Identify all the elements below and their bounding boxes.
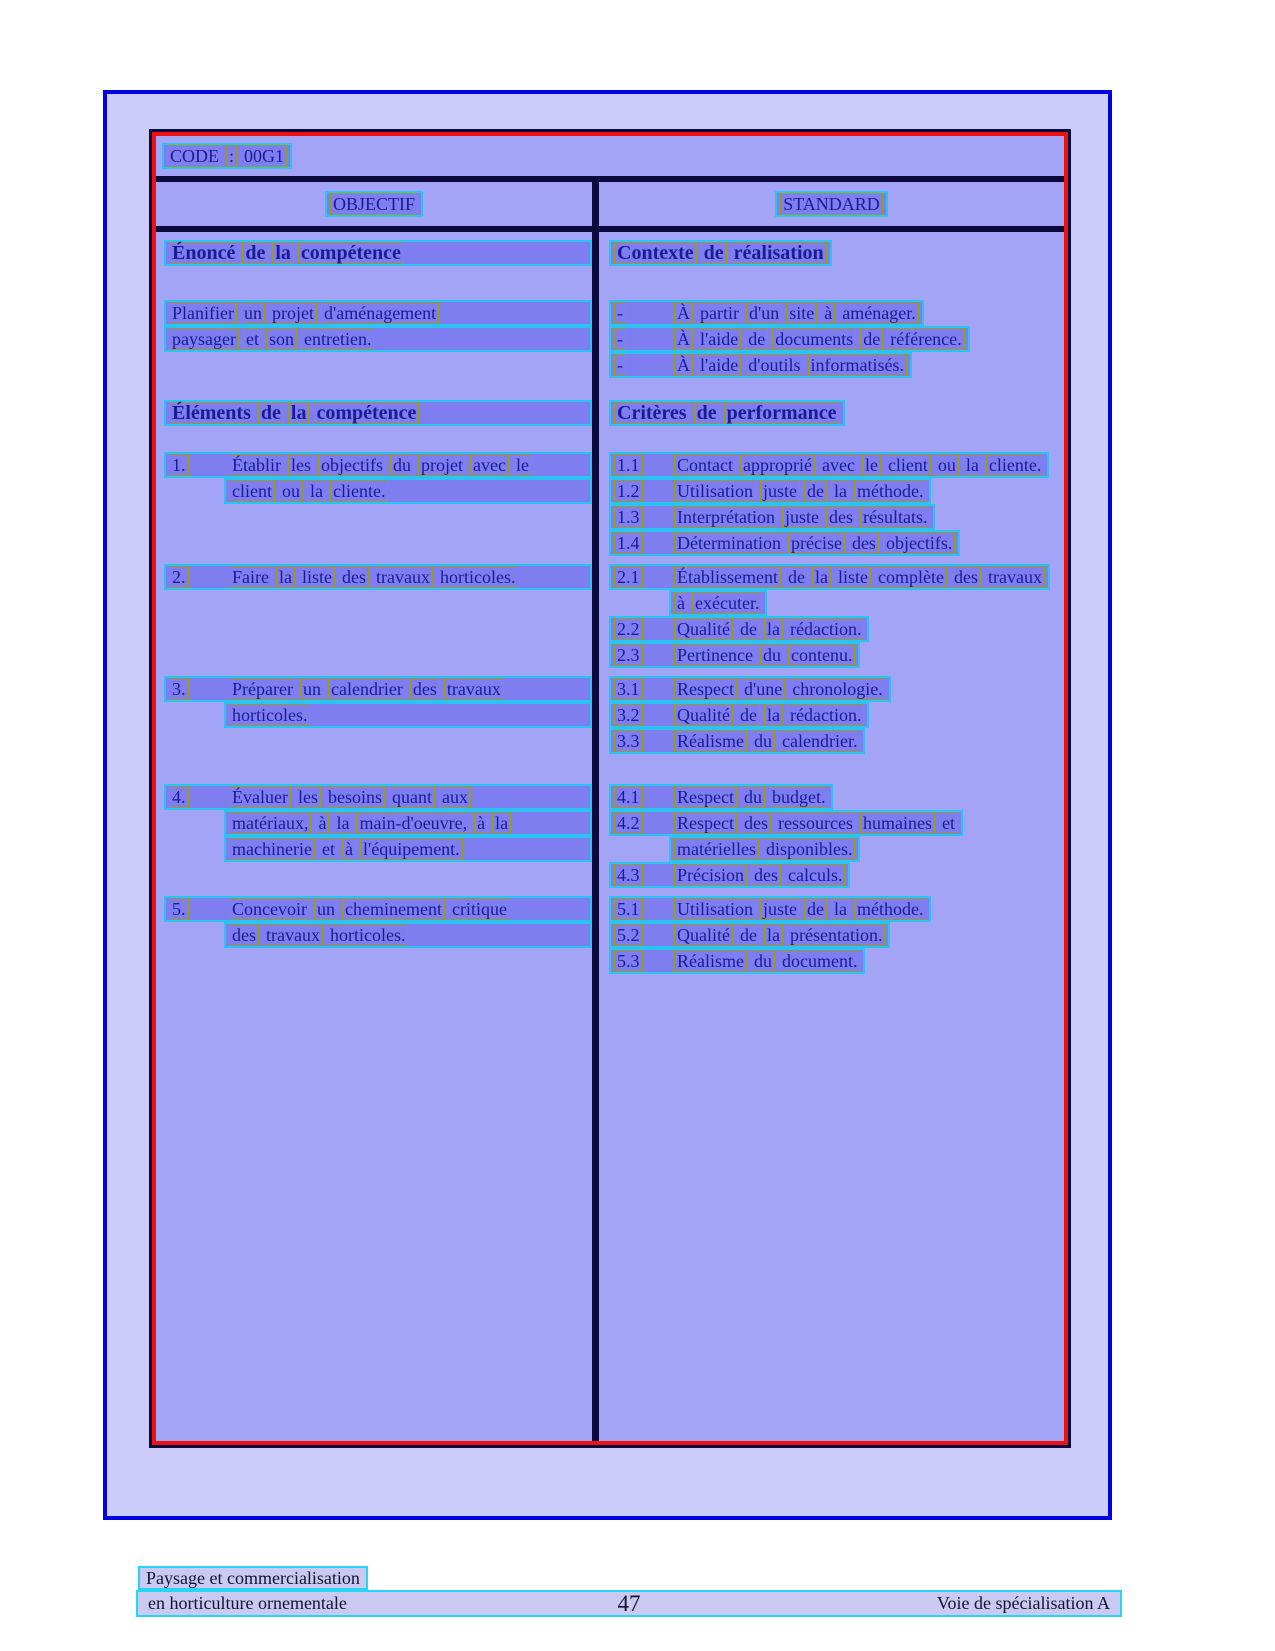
objectif-cell: [156, 564, 592, 668]
word-box: aménager.: [839, 302, 918, 324]
element-line: [224, 836, 592, 862]
statement-line: [164, 326, 592, 352]
competency-table: [149, 129, 1071, 1448]
word-box: -: [614, 302, 626, 324]
word-box: Énoncé: [169, 242, 238, 264]
word-box: horticoles.: [229, 704, 310, 726]
word-box: 5.: [169, 898, 189, 920]
objectif-cell: [156, 240, 592, 266]
word-box: des: [751, 864, 781, 886]
word-box: approprié: [740, 454, 815, 476]
word-box: de: [804, 480, 827, 502]
criterion-line: [609, 896, 931, 922]
word-box: Éléments: [169, 402, 254, 424]
word-box: la: [963, 454, 982, 476]
word-box: Évaluer: [229, 786, 291, 808]
word-box: méthode.: [854, 898, 926, 920]
word-box: rédaction.: [787, 618, 864, 640]
word-box: besoins: [325, 786, 385, 808]
contexte-heading: [609, 240, 832, 266]
word-box: exécuter.: [692, 592, 762, 614]
standard-cell: [599, 300, 1064, 378]
word-box: la: [764, 618, 783, 640]
word-box: partir: [697, 302, 742, 324]
criterion-line: [609, 530, 960, 556]
word-box: compétence: [313, 402, 419, 424]
word-box: des: [741, 812, 771, 834]
element-line: [164, 896, 592, 922]
word-box: Préparer: [229, 678, 296, 700]
word-box: et: [319, 838, 338, 860]
item-marker: [169, 566, 225, 588]
word-box: un: [241, 302, 265, 324]
word-box: humaines: [860, 812, 935, 834]
word-box: la: [764, 704, 783, 726]
word-box: paysager: [169, 328, 239, 350]
word-box: main-d'oeuvre,: [356, 812, 470, 834]
word-box: méthode.: [854, 480, 926, 502]
column-header-row: [156, 182, 1064, 226]
word-box: STANDARD: [780, 193, 883, 215]
headings-row-2: [156, 400, 1064, 426]
word-box: client: [885, 454, 931, 476]
word-box: à: [674, 592, 688, 614]
word-box: présentation.: [787, 924, 885, 946]
word-box: Planifier: [169, 302, 237, 324]
word-box: à: [342, 838, 356, 860]
word-box: de: [701, 242, 727, 264]
word-box: ou: [279, 480, 303, 502]
element-row-5: [156, 896, 1064, 974]
standard-cell: [599, 896, 1064, 974]
word-box: des: [229, 924, 259, 946]
item-marker: [614, 898, 670, 920]
element-row-4: [156, 784, 1064, 888]
word-box: 5.2: [614, 924, 643, 946]
word-box: de: [804, 898, 827, 920]
standard-cell: [599, 400, 1064, 426]
item-marker: [614, 678, 670, 700]
element-line: [224, 478, 592, 504]
word-box: ou: [935, 454, 959, 476]
word-box: documents: [772, 328, 856, 350]
word-box: -: [614, 354, 626, 376]
word-box: critique: [449, 898, 510, 920]
word-box: CODE: [167, 145, 222, 167]
word-box: Précision: [674, 864, 747, 886]
item-marker: [614, 618, 670, 640]
statement-row: [156, 300, 1064, 378]
word-box: 00G1: [241, 145, 287, 167]
word-box: la: [812, 566, 831, 588]
item-marker: [169, 786, 225, 808]
word-box: de: [694, 402, 720, 424]
objectif-cell: [156, 896, 592, 974]
word-box: l'aide: [697, 328, 741, 350]
item-marker: [169, 454, 225, 476]
word-box: Faire: [229, 566, 272, 588]
word-box: À: [674, 354, 693, 376]
word-box: matérielles: [674, 838, 759, 860]
word-box: de: [785, 566, 808, 588]
word-box: 1.4: [614, 532, 643, 554]
word-box: la: [272, 242, 294, 264]
criterion-line: [609, 504, 935, 530]
word-box: un: [314, 898, 338, 920]
word-box: performance: [724, 402, 840, 424]
word-box: projet: [269, 302, 317, 324]
word-box: juste: [760, 480, 800, 502]
word-box: Détermination: [674, 532, 784, 554]
word-box: calendrier: [328, 678, 406, 700]
word-box: Pertinence: [674, 644, 756, 666]
word-box: travaux: [444, 678, 504, 700]
word-box: de: [745, 328, 768, 350]
word-box: Réalisme: [674, 730, 747, 752]
word-box: ressources: [775, 812, 856, 834]
word-box: Qualité: [674, 618, 733, 640]
criterion-line: [609, 810, 963, 836]
word-box: la: [831, 898, 850, 920]
word-box: et: [243, 328, 262, 350]
criterion-line: [609, 728, 865, 754]
page-number: 47: [617, 1590, 641, 1616]
word-box: du: [390, 454, 414, 476]
word-box: le: [513, 454, 532, 476]
item-marker: [614, 328, 670, 350]
item-marker: [614, 644, 670, 666]
word-box: du: [751, 730, 775, 752]
word-box: liste: [835, 566, 871, 588]
context-line: [609, 300, 924, 326]
word-box: compétence: [298, 242, 404, 264]
word-box: 2.1: [614, 566, 643, 588]
item-marker: [614, 924, 670, 946]
word-box: entretien.: [301, 328, 374, 350]
word-box: juste: [760, 898, 800, 920]
item-marker: [614, 454, 670, 476]
word-box: informatisés.: [808, 354, 907, 376]
word-box: un: [300, 678, 324, 700]
word-box: Qualité: [674, 704, 733, 726]
word-box: les: [295, 786, 321, 808]
word-box: cliente.: [330, 480, 388, 502]
element-line: [224, 922, 592, 948]
word-box: À: [674, 328, 693, 350]
standard-cell: [599, 240, 1064, 266]
word-box: cheminement: [342, 898, 445, 920]
word-box: 3.1: [614, 678, 643, 700]
item-marker: [614, 864, 670, 886]
element-line: [164, 564, 592, 590]
word-box: la: [276, 566, 295, 588]
word-box: Utilisation: [674, 480, 756, 502]
item-marker: [614, 730, 670, 752]
word-box: chronologie.: [789, 678, 885, 700]
criterion-line: [609, 642, 860, 668]
footer-program-text: Paysage et commercialisation: [146, 1567, 360, 1588]
word-box: Critères: [614, 402, 690, 424]
code-line: [162, 143, 292, 169]
word-box: de: [242, 242, 268, 264]
objectif-cell: [156, 452, 592, 556]
word-box: précise: [788, 532, 845, 554]
criterion-line: [609, 702, 869, 728]
word-box: Qualité: [674, 924, 733, 946]
word-box: rédaction.: [787, 704, 864, 726]
criterion-line: [609, 564, 1050, 590]
word-box: cliente.: [986, 454, 1044, 476]
word-box: complète: [875, 566, 947, 588]
word-box: 1.3: [614, 506, 643, 528]
word-box: avec: [819, 454, 858, 476]
word-box: d'un: [746, 302, 782, 324]
word-box: site: [786, 302, 817, 324]
criterion-line: [609, 616, 869, 642]
word-box: référence.: [887, 328, 964, 350]
word-box: la: [831, 480, 850, 502]
item-marker: [614, 786, 670, 808]
word-box: 2.2: [614, 618, 643, 640]
criterion-line: [609, 948, 865, 974]
enonce-heading: [164, 240, 592, 266]
word-box: de: [737, 924, 760, 946]
word-box: la: [492, 812, 511, 834]
item-marker: [169, 898, 225, 920]
word-box: la: [333, 812, 352, 834]
word-box: 1.: [169, 454, 189, 476]
objectif-header-cell: [156, 182, 592, 226]
criterion-line: [669, 836, 860, 862]
word-box: objectifs: [318, 454, 386, 476]
word-box: matériaux,: [229, 812, 311, 834]
word-box: des: [826, 506, 856, 528]
word-box: à: [821, 302, 835, 324]
word-box: -: [614, 328, 626, 350]
word-box: avec: [470, 454, 509, 476]
word-box: de: [737, 618, 760, 640]
competency-table-inner: [152, 132, 1068, 1445]
context-line: [609, 326, 970, 352]
word-box: projet: [418, 454, 466, 476]
item-marker: [614, 812, 670, 834]
word-box: juste: [782, 506, 822, 528]
objectif-cell: [156, 784, 592, 888]
word-box: :: [226, 145, 237, 167]
element-row-3: [156, 676, 1064, 754]
standard-header: [775, 191, 888, 217]
word-box: quant: [389, 786, 435, 808]
item-marker: [614, 532, 670, 554]
word-box: du: [760, 644, 784, 666]
element-line: [164, 452, 592, 478]
word-box: la: [307, 480, 326, 502]
word-box: de: [737, 704, 760, 726]
element-line: [164, 676, 592, 702]
word-box: 4.1: [614, 786, 643, 808]
word-box: Respect: [674, 786, 737, 808]
word-box: de: [258, 402, 284, 424]
element-row-1: [156, 452, 1064, 556]
word-box: l'aide: [697, 354, 741, 376]
word-box: aux: [439, 786, 471, 808]
word-box: Respect: [674, 812, 737, 834]
word-box: d'une: [741, 678, 785, 700]
item-marker: [614, 506, 670, 528]
objectif-cell: [156, 676, 592, 754]
footer-program-line: [138, 1566, 368, 1590]
word-box: 3.2: [614, 704, 643, 726]
word-box: 5.3: [614, 950, 643, 972]
word-box: calendrier.: [779, 730, 860, 752]
word-box: de: [860, 328, 883, 350]
word-box: 3.3: [614, 730, 643, 752]
word-box: disponibles.: [763, 838, 856, 860]
word-box: l'équipement.: [360, 838, 463, 860]
word-box: horticoles.: [437, 566, 518, 588]
word-box: d'aménagement: [321, 302, 439, 324]
footer-left-text: en horticulture ornementale: [148, 1593, 347, 1613]
criteres-heading: [609, 400, 845, 426]
word-box: des: [849, 532, 879, 554]
word-box: des: [339, 566, 369, 588]
word-box: budget.: [769, 786, 829, 808]
word-box: du: [741, 786, 765, 808]
word-box: horticoles.: [327, 924, 408, 946]
standard-cell: [599, 676, 1064, 754]
standard-header-cell: [599, 182, 1064, 226]
objectif-header: [325, 191, 423, 217]
word-box: Respect: [674, 678, 737, 700]
standard-cell: [599, 452, 1064, 556]
word-box: calculs.: [785, 864, 845, 886]
item-marker: [614, 354, 670, 376]
criterion-line: [609, 676, 891, 702]
word-box: le: [862, 454, 881, 476]
word-box: objectifs.: [883, 532, 955, 554]
item-marker: [614, 302, 670, 324]
word-box: 4.: [169, 786, 189, 808]
criterion-line: [609, 784, 833, 810]
context-line: [609, 352, 912, 378]
word-box: et: [939, 812, 958, 834]
table-body: [156, 232, 1064, 1441]
word-box: document.: [779, 950, 860, 972]
word-box: 1.2: [614, 480, 643, 502]
item-marker: [169, 678, 225, 700]
word-box: 4.2: [614, 812, 643, 834]
objectif-cell: [156, 400, 592, 426]
word-box: Contact: [674, 454, 736, 476]
item-marker: [614, 480, 670, 502]
word-box: Utilisation: [674, 898, 756, 920]
criterion-line: [669, 590, 767, 616]
word-box: contenu.: [788, 644, 855, 666]
word-box: client: [229, 480, 275, 502]
word-box: OBJECTIF: [330, 193, 418, 215]
criterion-line: [609, 862, 850, 888]
word-box: 3.: [169, 678, 189, 700]
criterion-line: [609, 452, 1049, 478]
word-box: du: [751, 950, 775, 972]
word-box: résultats.: [860, 506, 931, 528]
word-box: Contexte: [614, 242, 697, 264]
word-box: Interprétation: [674, 506, 778, 528]
criterion-line: [609, 478, 931, 504]
item-marker: [614, 950, 670, 972]
word-box: Établir: [229, 454, 284, 476]
word-box: Établissement: [674, 566, 781, 588]
word-box: d'outils: [745, 354, 803, 376]
word-box: 2.: [169, 566, 189, 588]
standard-cell: [599, 784, 1064, 888]
elements-heading: [164, 400, 592, 426]
word-box: la: [288, 402, 310, 424]
word-box: 1.1: [614, 454, 643, 476]
word-box: 4.3: [614, 864, 643, 886]
word-box: 5.1: [614, 898, 643, 920]
element-line: [164, 784, 592, 810]
objectif-cell: [156, 300, 592, 378]
word-box: travaux: [263, 924, 323, 946]
word-box: machinerie: [229, 838, 315, 860]
word-box: des: [951, 566, 981, 588]
word-box: la: [764, 924, 783, 946]
word-box: réalisation: [731, 242, 827, 264]
criterion-line: [609, 922, 890, 948]
word-box: liste: [299, 566, 335, 588]
element-row-2: [156, 564, 1064, 668]
footer-bottom-line: [136, 1590, 1122, 1617]
item-marker: [614, 704, 670, 726]
code-row: [156, 136, 1064, 176]
word-box: des: [410, 678, 440, 700]
element-line: [224, 810, 592, 836]
word-box: les: [288, 454, 314, 476]
word-box: à: [474, 812, 488, 834]
column-divider: [592, 176, 599, 1441]
item-marker: [614, 566, 670, 588]
word-box: Concevoir: [229, 898, 310, 920]
word-box: travaux: [373, 566, 433, 588]
headings-row-1: [156, 240, 1064, 266]
standard-cell: [599, 564, 1064, 668]
footer-right-text: Voie de spécialisation A: [936, 1593, 1110, 1613]
page-sheet: [103, 90, 1112, 1520]
word-box: À: [674, 302, 693, 324]
word-box: Réalisme: [674, 950, 747, 972]
element-line: [224, 702, 592, 728]
word-box: travaux: [985, 566, 1045, 588]
word-box: son: [266, 328, 297, 350]
statement-line: [164, 300, 592, 326]
word-box: 2.3: [614, 644, 643, 666]
word-box: à: [315, 812, 329, 834]
